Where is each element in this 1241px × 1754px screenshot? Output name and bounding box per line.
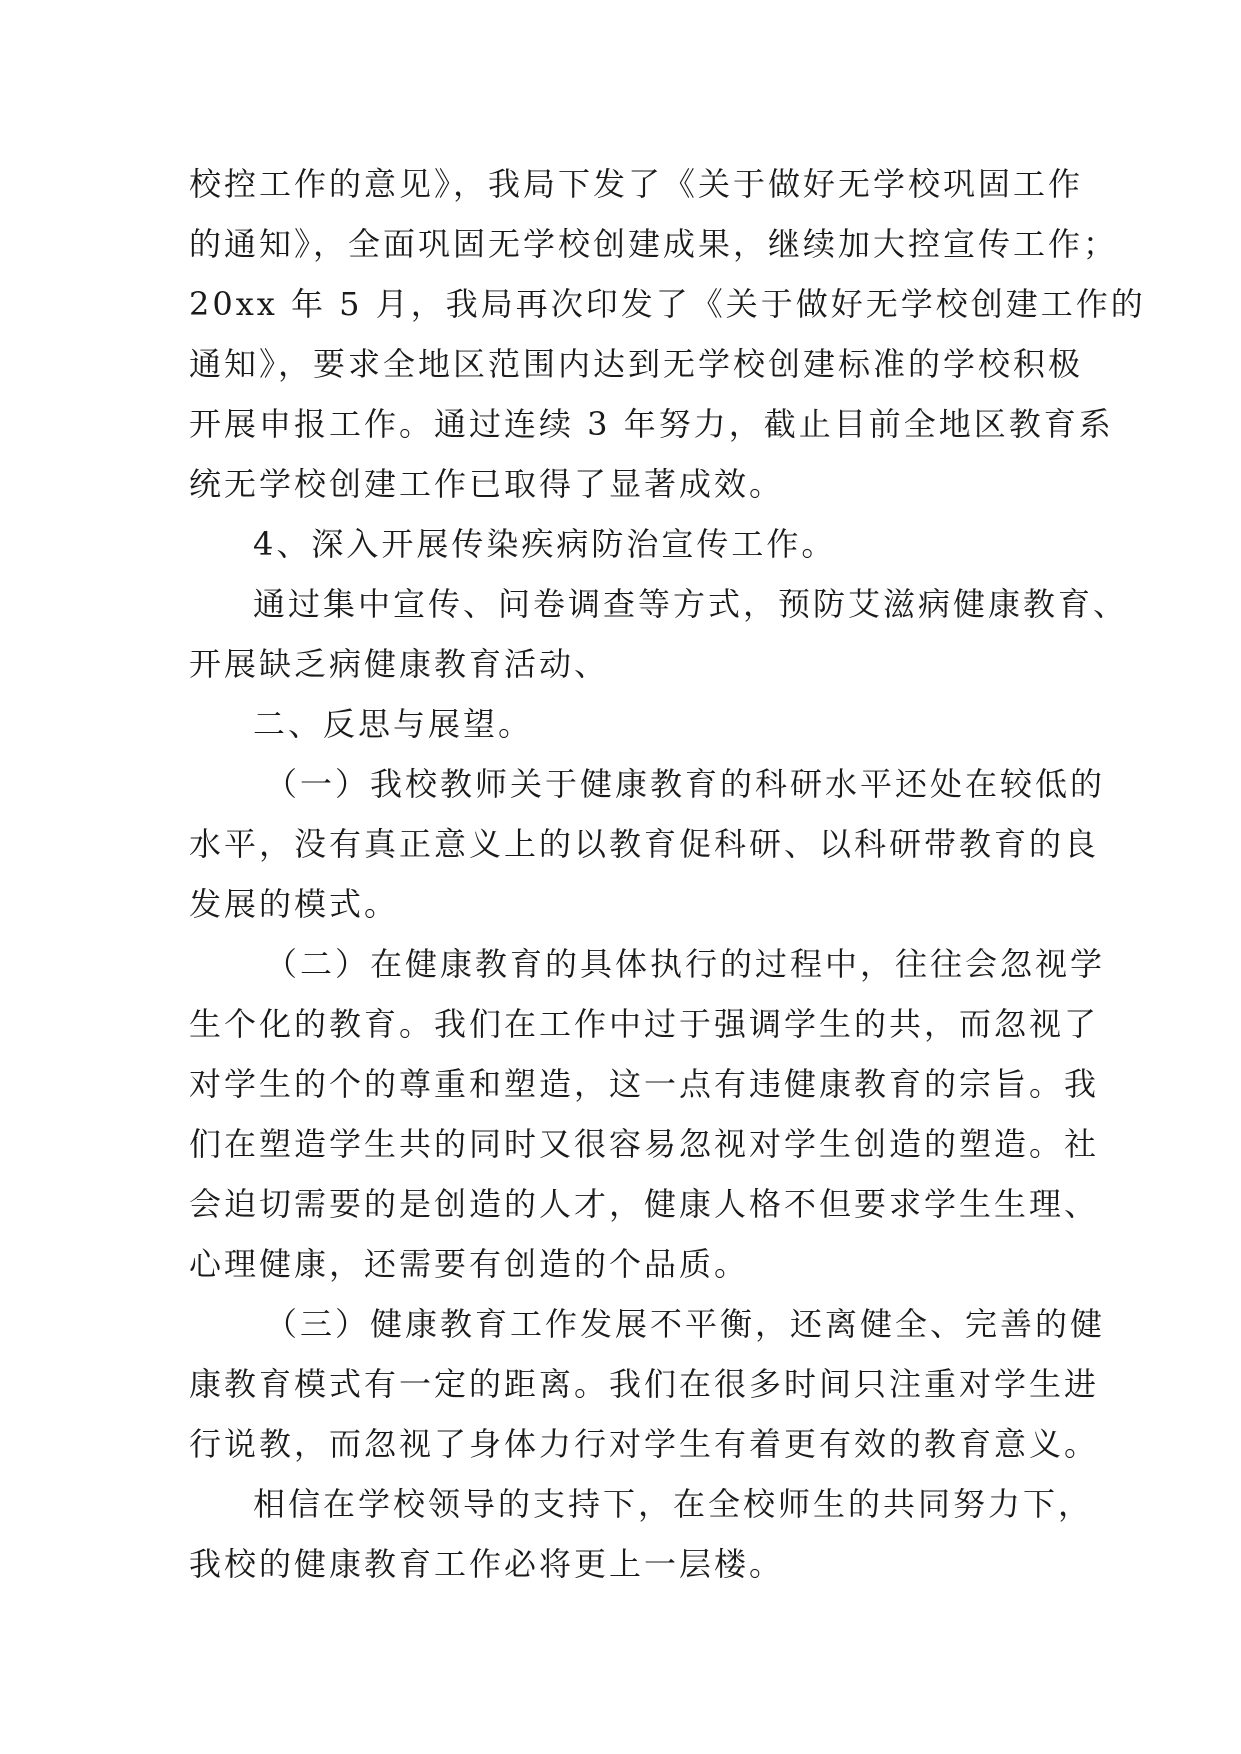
section-heading-4: 4、深入开展传染疾病防治宣传工作。 bbox=[253, 525, 837, 563]
text-line: 康教育模式有一定的距离。我们在很多时间只注重对学生进 bbox=[189, 1365, 1100, 1403]
text-line: 统无学校创建工作已取得了显著成效。 bbox=[189, 465, 785, 503]
text-line: 生个化的教育。我们在工作中过于强调学生的共，而忽视了 bbox=[189, 1005, 1100, 1043]
text-line: 心理健康，还需要有创造的个品质。 bbox=[189, 1245, 750, 1283]
subsection-heading-3: （三）健康教育工作发展不平衡，还离健全、完善的健 bbox=[265, 1305, 1106, 1343]
document-body bbox=[189, 154, 1146, 1594]
section-heading-reflection: 二、反思与展望。 bbox=[253, 705, 534, 743]
text-line: 们在塑造学生共的同时又很容易忽视对学生创造的塑造。社 bbox=[189, 1125, 1100, 1163]
subsection-heading-1: （一）我校教师关于健康教育的科研水平还处在较低的 bbox=[265, 765, 1106, 803]
text-line: 的通知》，全面巩固无学校创建成果，继续加大控宣传工作； bbox=[189, 225, 1119, 263]
text-line: 开展申报工作。通过连续 3 年努力，截止目前全地区教育系 bbox=[189, 405, 1114, 443]
closing-paragraph: 相信在学校领导的支持下，在全校师生的共同努力下， bbox=[253, 1485, 1094, 1523]
text-line: 通知》，要求全地区范围内达到无学校创建标准的学校积极 bbox=[189, 345, 1084, 383]
text-line: 会迫切需要的是创造的人才，健康人格不但要求学生生理、 bbox=[189, 1185, 1100, 1223]
subsection-heading-2: （二）在健康教育的具体执行的过程中，往往会忽视学 bbox=[265, 945, 1106, 983]
text-line: 行说教，而忽视了身体力行对学生有着更有效的教育意义。 bbox=[189, 1425, 1100, 1463]
text-line: 开展缺乏病健康教育活动、 bbox=[189, 645, 610, 683]
text-line: 通过集中宣传、问卷调查等方式，预防艾滋病健康教育、 bbox=[253, 585, 1129, 623]
text-line: 校控工作的意见》，我局下发了《关于做好无学校巩固工作 bbox=[189, 165, 1084, 203]
text-line: 水平，没有真正意义上的以教育促科研、以科研带教育的良 bbox=[189, 825, 1100, 863]
text-line: 发展的模式。 bbox=[189, 885, 400, 923]
text-line: 我校的健康教育工作必将更上一层楼。 bbox=[189, 1545, 785, 1583]
text-line: 对学生的个的尊重和塑造，这一点有违健康教育的宗旨。我 bbox=[189, 1065, 1100, 1103]
text-line: 20xx 年 5 月，我局再次印发了《关于做好无学校创建工作的 bbox=[189, 285, 1146, 323]
